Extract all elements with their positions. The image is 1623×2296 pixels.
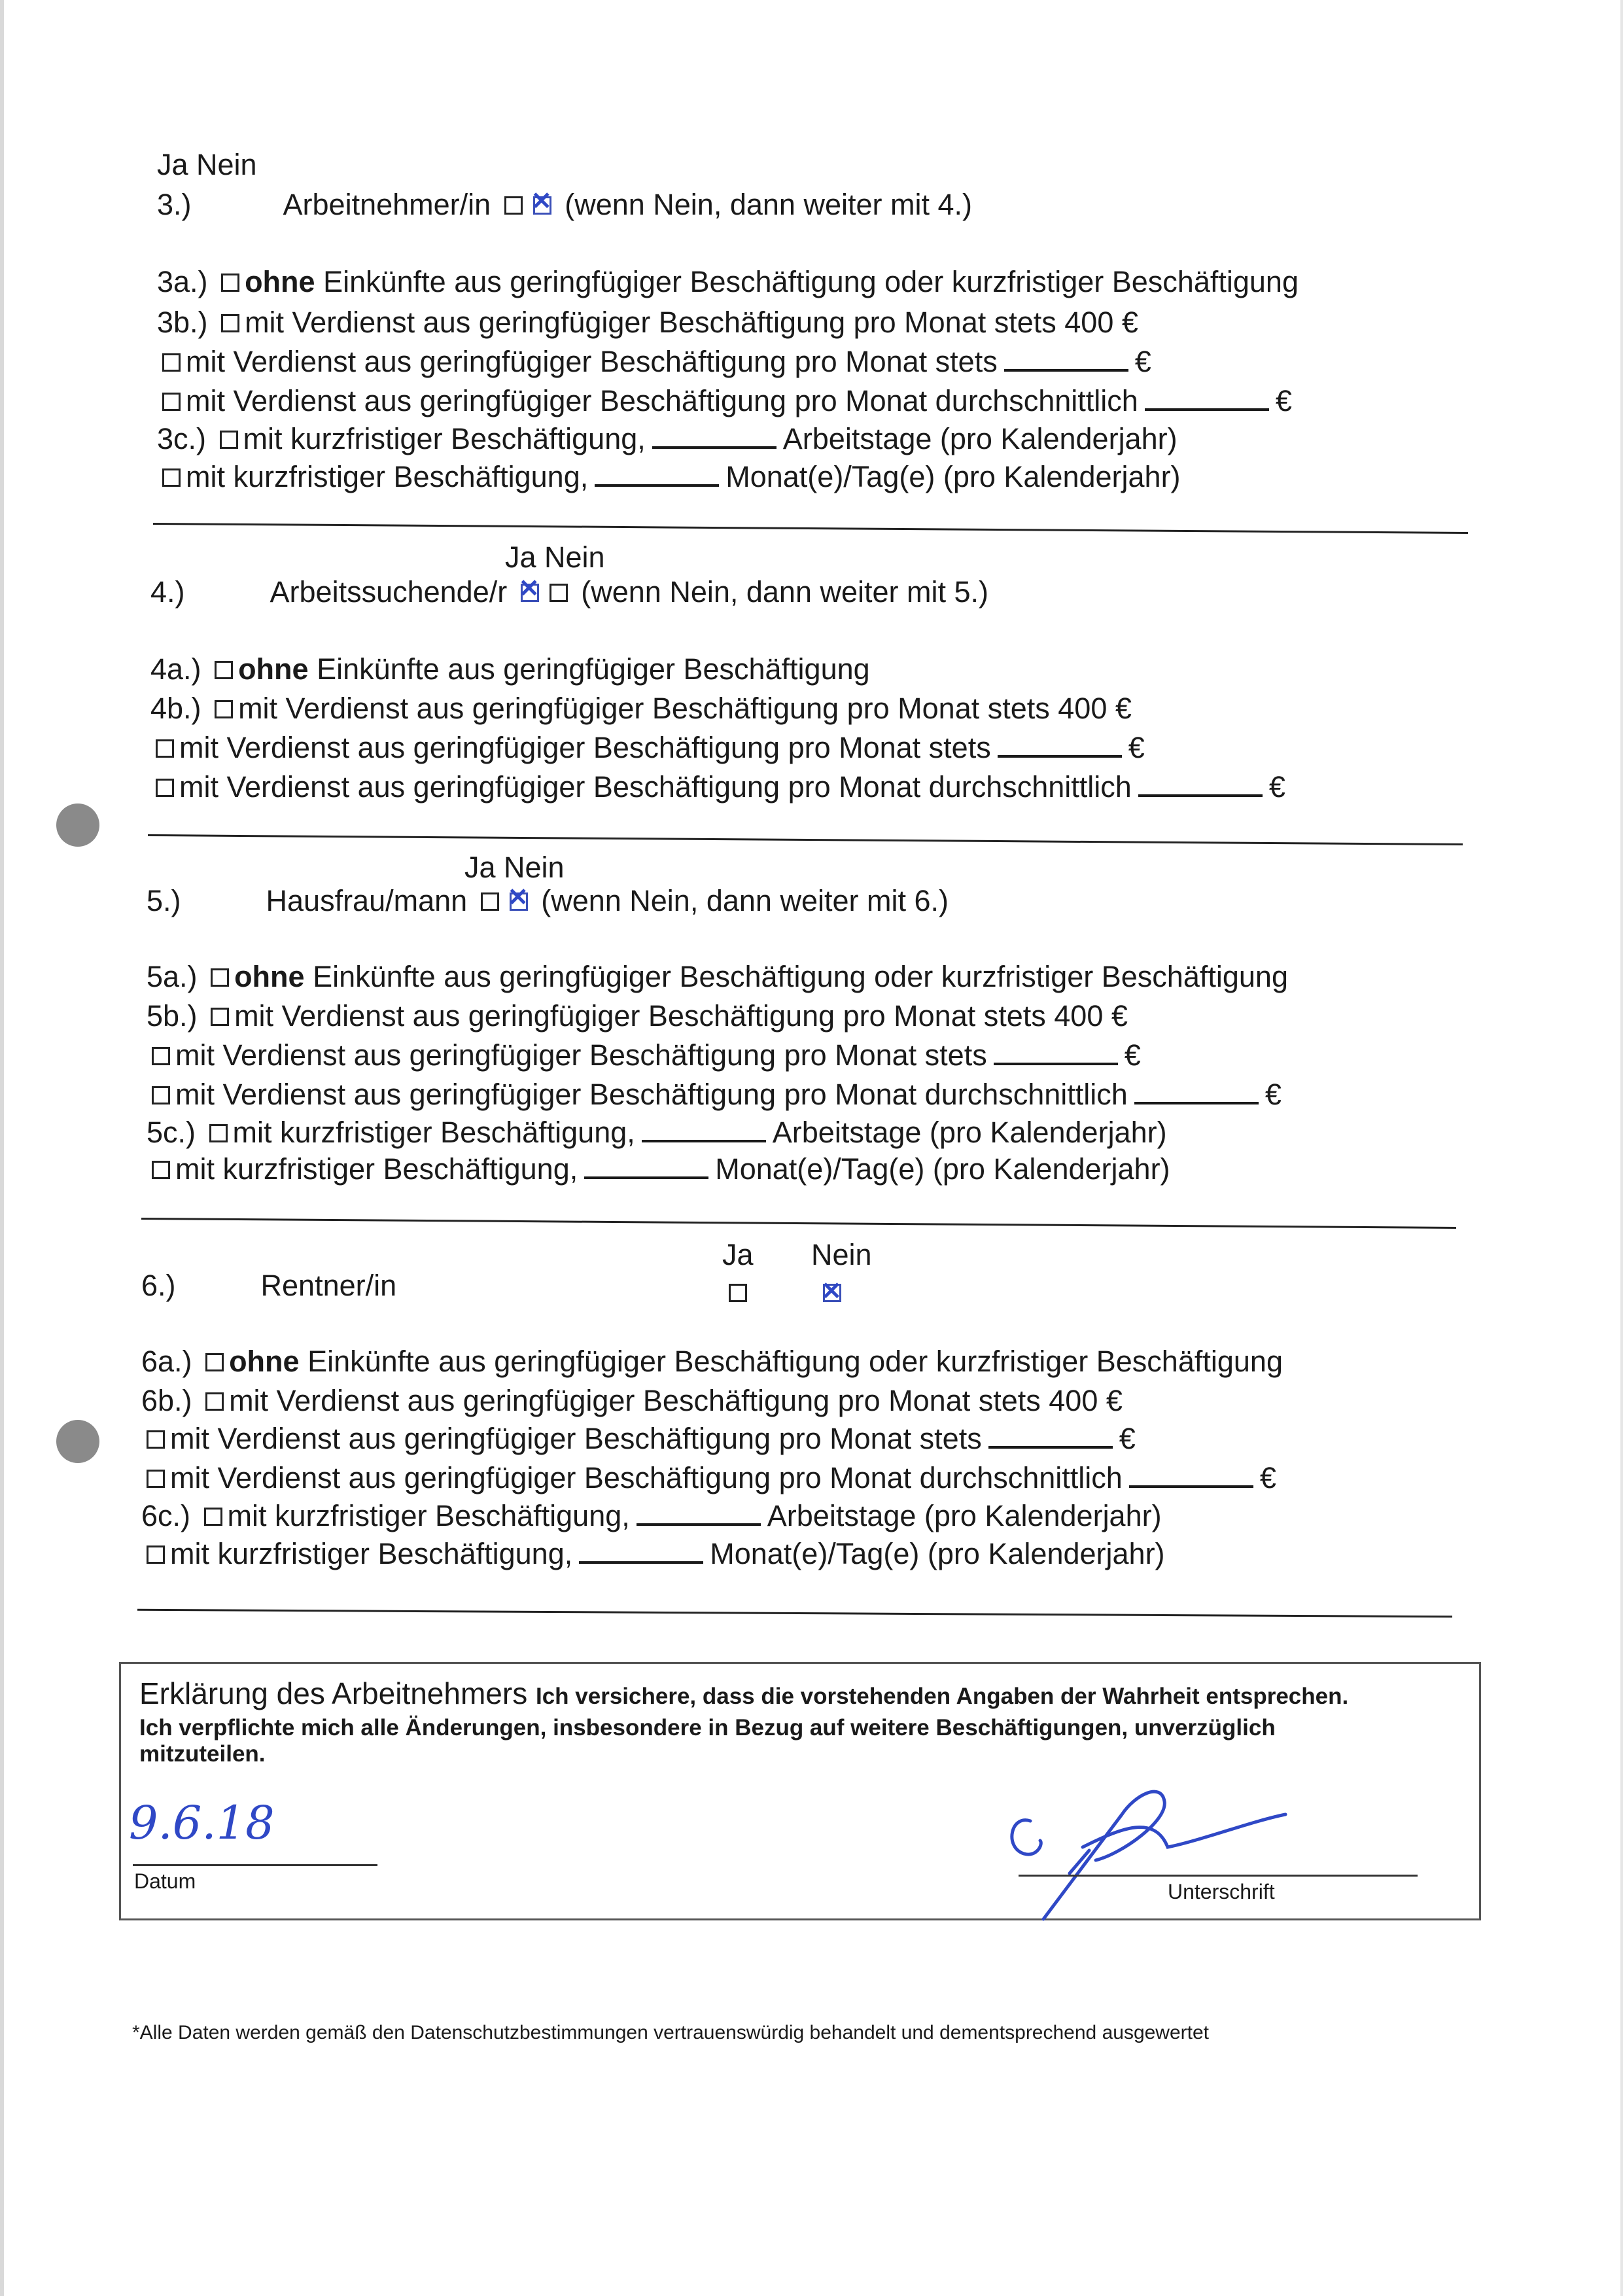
s5c-line bbox=[147, 1118, 1167, 1147]
s5-question bbox=[147, 886, 949, 915]
s3a-prefix: 3a.) bbox=[157, 265, 208, 298]
scan-edge-left bbox=[0, 0, 4, 2296]
declaration-line2: Ich verpflichte mich alle Änderungen, insbesondere in Bezug auf weitere Beschäftigungen, unverzüglich bbox=[139, 1715, 1276, 1740]
euro-sign: € bbox=[1134, 345, 1151, 378]
s6-ja-checkbox[interactable] bbox=[729, 1284, 747, 1302]
signature-label: Unterschrift bbox=[1168, 1880, 1275, 1903]
s3b2-text: mit Verdienst aus geringfügiger Beschäftigung pro Monat stets bbox=[186, 345, 998, 378]
s3c-suffix: Arbeitstage (pro Kalenderjahr) bbox=[782, 422, 1178, 455]
s5b2-text: mit Verdienst aus geringfügiger Beschäftigung pro Monat stets bbox=[175, 1038, 987, 1072]
s6b-text: mit Verdienst aus geringfügiger Beschäftigung pro Monat stets 400 € bbox=[229, 1384, 1123, 1417]
s6b-prefix: 6b.) bbox=[141, 1384, 192, 1417]
punch-hole-bottom bbox=[56, 1420, 99, 1463]
s6a-line bbox=[141, 1347, 1283, 1376]
s5c-prefix: 5c.) bbox=[147, 1116, 196, 1149]
euro-sign: € bbox=[1265, 1078, 1282, 1111]
s6a-prefix: 6a.) bbox=[141, 1345, 192, 1378]
s5c2-checkbox[interactable] bbox=[152, 1161, 170, 1179]
s3c2-line bbox=[157, 462, 1181, 491]
s5-note: (wenn Nein, dann weiter mit 6.) bbox=[541, 884, 949, 917]
s4a-bold: ohne bbox=[238, 652, 309, 686]
s3b2-checkbox[interactable] bbox=[162, 353, 181, 372]
punch-hole-top bbox=[56, 804, 99, 847]
s5b3-blank[interactable] bbox=[1134, 1082, 1259, 1104]
s6b3-blank[interactable] bbox=[1129, 1466, 1253, 1488]
s3c-blank[interactable] bbox=[652, 427, 777, 449]
s3c-line bbox=[157, 424, 1178, 453]
s4-number: 4.) bbox=[150, 575, 185, 609]
signature-line bbox=[1019, 1875, 1418, 1877]
s6a-text: Einkünfte aus geringfügiger Beschäftigung oder kurzfristiger Beschäftigung bbox=[307, 1345, 1283, 1378]
scan-edge-right bbox=[1620, 0, 1623, 2296]
s4-label: Arbeitssuchende/r bbox=[270, 575, 508, 609]
s4a-text: Einkünfte aus geringfügiger Beschäftigung bbox=[317, 652, 870, 686]
s5-ja-nein-header: Ja Nein bbox=[464, 851, 565, 884]
s6c2-suffix: Monat(e)/Tag(e) (pro Kalenderjahr) bbox=[710, 1537, 1165, 1570]
s6c-prefix: 6c.) bbox=[141, 1499, 191, 1532]
s6c2-text: mit kurzfristiger Beschäftigung, bbox=[170, 1537, 573, 1570]
s3c-prefix: 3c.) bbox=[157, 422, 207, 455]
s6b-checkbox[interactable] bbox=[205, 1392, 224, 1411]
euro-sign: € bbox=[1268, 770, 1285, 804]
s6b3-text: mit Verdienst aus geringfügiger Beschäftigung pro Monat durchschnittlich bbox=[170, 1461, 1123, 1494]
s3c-text: mit kurzfristiger Beschäftigung, bbox=[243, 422, 646, 455]
s6-question bbox=[141, 1271, 396, 1300]
declaration-line3: mitzuteilen. bbox=[139, 1741, 266, 1767]
s3b3-checkbox[interactable] bbox=[162, 393, 181, 411]
s5-ja-checkbox[interactable] bbox=[481, 892, 499, 911]
s6c2-line bbox=[141, 1539, 1165, 1568]
s5a-checkbox[interactable] bbox=[211, 968, 229, 987]
s6b-line bbox=[141, 1386, 1123, 1415]
s6c-text: mit kurzfristiger Beschäftigung, bbox=[227, 1499, 630, 1532]
s3a-text: Einkünfte aus geringfügiger Beschäftigung oder kurzfristiger Beschäftigung bbox=[323, 265, 1299, 298]
s5b-text: mit Verdienst aus geringfügiger Beschäftigung pro Monat stets 400 € bbox=[234, 999, 1128, 1033]
euro-sign: € bbox=[1124, 1038, 1141, 1072]
s6-nein-header: Nein bbox=[811, 1238, 872, 1271]
s6a-bold: ohne bbox=[229, 1345, 300, 1378]
s5b3-line bbox=[147, 1080, 1282, 1109]
divider-4 bbox=[148, 834, 1463, 845]
s3a-line bbox=[157, 267, 1299, 296]
s3a-bold: ohne bbox=[245, 265, 315, 298]
s3c2-suffix: Monat(e)/Tag(e) (pro Kalenderjahr) bbox=[725, 460, 1181, 493]
s6b2-blank[interactable] bbox=[988, 1426, 1113, 1449]
declaration-heading bbox=[139, 1676, 1348, 1711]
s4b-line bbox=[150, 694, 1132, 723]
s5a-prefix: 5a.) bbox=[147, 960, 198, 993]
s4b3-line bbox=[150, 772, 1285, 802]
s5b-checkbox[interactable] bbox=[211, 1008, 229, 1026]
s3c2-text: mit kurzfristiger Beschäftigung, bbox=[186, 460, 589, 493]
s6-label: Rentner/in bbox=[260, 1269, 397, 1302]
s3-question bbox=[157, 190, 972, 219]
date-line bbox=[133, 1864, 377, 1866]
privacy-footnote: *Alle Daten werden gemäß den Datenschutzbestimmungen vertrauenswürdig behandelt und dementsprechend ausgewertet bbox=[132, 2022, 1210, 2043]
s6c-checkbox[interactable] bbox=[204, 1508, 222, 1526]
s6-nein-checkbox[interactable] bbox=[823, 1284, 841, 1302]
s4b2-line bbox=[150, 733, 1145, 762]
s4a-prefix: 4a.) bbox=[150, 652, 201, 686]
s4-note: (wenn Nein, dann weiter mit 5.) bbox=[581, 575, 989, 609]
s5c-checkbox[interactable] bbox=[209, 1124, 228, 1142]
divider-5 bbox=[141, 1218, 1456, 1229]
euro-sign: € bbox=[1119, 1422, 1136, 1455]
s5b-prefix: 5b.) bbox=[147, 999, 198, 1033]
divider-3 bbox=[153, 523, 1468, 534]
s4b-checkbox[interactable] bbox=[215, 700, 233, 718]
s6b2-line bbox=[141, 1424, 1136, 1453]
s5a-bold: ohne bbox=[234, 960, 305, 993]
s4b-prefix: 4b.) bbox=[150, 692, 201, 725]
s6a-checkbox[interactable] bbox=[205, 1353, 224, 1371]
s3b-prefix: 3b.) bbox=[157, 306, 208, 339]
s3b3-blank[interactable] bbox=[1145, 389, 1269, 411]
s3-nein-checkbox[interactable] bbox=[533, 196, 551, 215]
s6-number: 6.) bbox=[141, 1269, 176, 1302]
s5b-line bbox=[147, 1001, 1128, 1031]
s3b-checkbox[interactable] bbox=[221, 314, 239, 332]
s3-label: Arbeitnehmer/in bbox=[283, 188, 491, 221]
s5c2-line bbox=[147, 1154, 1170, 1184]
s3-number: 3.) bbox=[157, 188, 192, 221]
s5-number: 5.) bbox=[147, 884, 181, 917]
euro-sign: € bbox=[1275, 384, 1292, 417]
s6-ja-header: Ja bbox=[722, 1238, 754, 1271]
s4b3-text: mit Verdienst aus geringfügiger Beschäftigung pro Monat durchschnittlich bbox=[179, 770, 1132, 804]
s5b2-checkbox[interactable] bbox=[152, 1047, 170, 1065]
s3b-line bbox=[157, 308, 1138, 337]
s6c-blank[interactable] bbox=[637, 1504, 761, 1526]
s5a-text: Einkünfte aus geringfügiger Beschäftigung oder kurzfristiger Beschäftigung bbox=[313, 960, 1288, 993]
declaration-box bbox=[119, 1662, 1481, 1920]
s3a-checkbox[interactable] bbox=[221, 274, 239, 292]
s4b-text: mit Verdienst aus geringfügiger Beschäftigung pro Monat stets 400 € bbox=[238, 692, 1132, 725]
s5b3-checkbox[interactable] bbox=[152, 1086, 170, 1104]
s4b2-blank[interactable] bbox=[998, 735, 1122, 758]
s3b2-blank[interactable] bbox=[1004, 349, 1128, 372]
s4a-checkbox[interactable] bbox=[215, 661, 233, 679]
date-label: Datum bbox=[134, 1869, 196, 1893]
s4-question bbox=[150, 577, 988, 607]
s6b2-checkbox[interactable] bbox=[147, 1430, 165, 1449]
s3c2-blank[interactable] bbox=[595, 465, 719, 487]
s3b3-text: mit Verdienst aus geringfügiger Beschäftigung pro Monat durchschnittlich bbox=[186, 384, 1138, 417]
s5c-text: mit kurzfristiger Beschäftigung, bbox=[232, 1116, 635, 1149]
s3b3-line bbox=[157, 386, 1292, 415]
s3c2-checkbox[interactable] bbox=[162, 468, 181, 487]
s6c-line bbox=[141, 1501, 1162, 1530]
s4-ja-nein-header: Ja Nein bbox=[505, 540, 605, 574]
s5c2-text: mit kurzfristiger Beschäftigung, bbox=[175, 1152, 578, 1186]
s6c2-blank[interactable] bbox=[579, 1542, 703, 1564]
s4b3-checkbox[interactable] bbox=[156, 779, 174, 797]
euro-sign: € bbox=[1128, 731, 1145, 764]
s5b2-line bbox=[147, 1040, 1141, 1070]
s6c2-checkbox[interactable] bbox=[147, 1545, 165, 1564]
s6b3-checkbox[interactable] bbox=[147, 1470, 165, 1488]
s5c-suffix: Arbeitstage (pro Kalenderjahr) bbox=[772, 1116, 1167, 1149]
s4-nein-checkbox[interactable] bbox=[550, 584, 568, 602]
s5b3-text: mit Verdienst aus geringfügiger Beschäftigung pro Monat durchschnittlich bbox=[175, 1078, 1128, 1111]
s3c-checkbox[interactable] bbox=[220, 431, 238, 449]
declaration-line1: Ich versichere, dass die vorstehenden Angaben der Wahrheit entsprechen. bbox=[535, 1684, 1349, 1709]
s6b2-text: mit Verdienst aus geringfügiger Beschäftigung pro Monat stets bbox=[170, 1422, 982, 1455]
s5a-line bbox=[147, 962, 1288, 991]
s4a-line bbox=[150, 654, 870, 684]
s3-ja-checkbox[interactable] bbox=[504, 196, 523, 215]
divider-6 bbox=[137, 1609, 1452, 1618]
s5b2-blank[interactable] bbox=[994, 1043, 1118, 1065]
s3b-text: mit Verdienst aus geringfügiger Beschäftigung pro Monat stets 400 € bbox=[245, 306, 1138, 339]
date-handwritten: 9.6.18 bbox=[129, 1796, 275, 1850]
s3-ja-nein-header: Ja Nein bbox=[157, 148, 257, 181]
s5c2-suffix: Monat(e)/Tag(e) (pro Kalenderjahr) bbox=[715, 1152, 1170, 1186]
s3-note: (wenn Nein, dann weiter mit 4.) bbox=[565, 188, 972, 221]
s5-label: Hausfrau/mann bbox=[266, 884, 468, 917]
s4b2-text: mit Verdienst aus geringfügiger Beschäftigung pro Monat stets bbox=[179, 731, 991, 764]
s6b3-line bbox=[141, 1463, 1276, 1492]
s4b2-checkbox[interactable] bbox=[156, 739, 174, 758]
s6c-suffix: Arbeitstage (pro Kalenderjahr) bbox=[767, 1499, 1162, 1532]
s4-ja-checkbox[interactable] bbox=[521, 584, 539, 602]
s5c-blank[interactable] bbox=[642, 1120, 766, 1142]
euro-sign: € bbox=[1259, 1461, 1276, 1494]
s3b2-line bbox=[157, 347, 1151, 376]
declaration-title: Erklärung des Arbeitnehmers bbox=[139, 1676, 528, 1710]
s4b3-blank[interactable] bbox=[1138, 775, 1263, 797]
s5c2-blank[interactable] bbox=[584, 1157, 708, 1179]
s5-nein-checkbox[interactable] bbox=[510, 892, 528, 911]
